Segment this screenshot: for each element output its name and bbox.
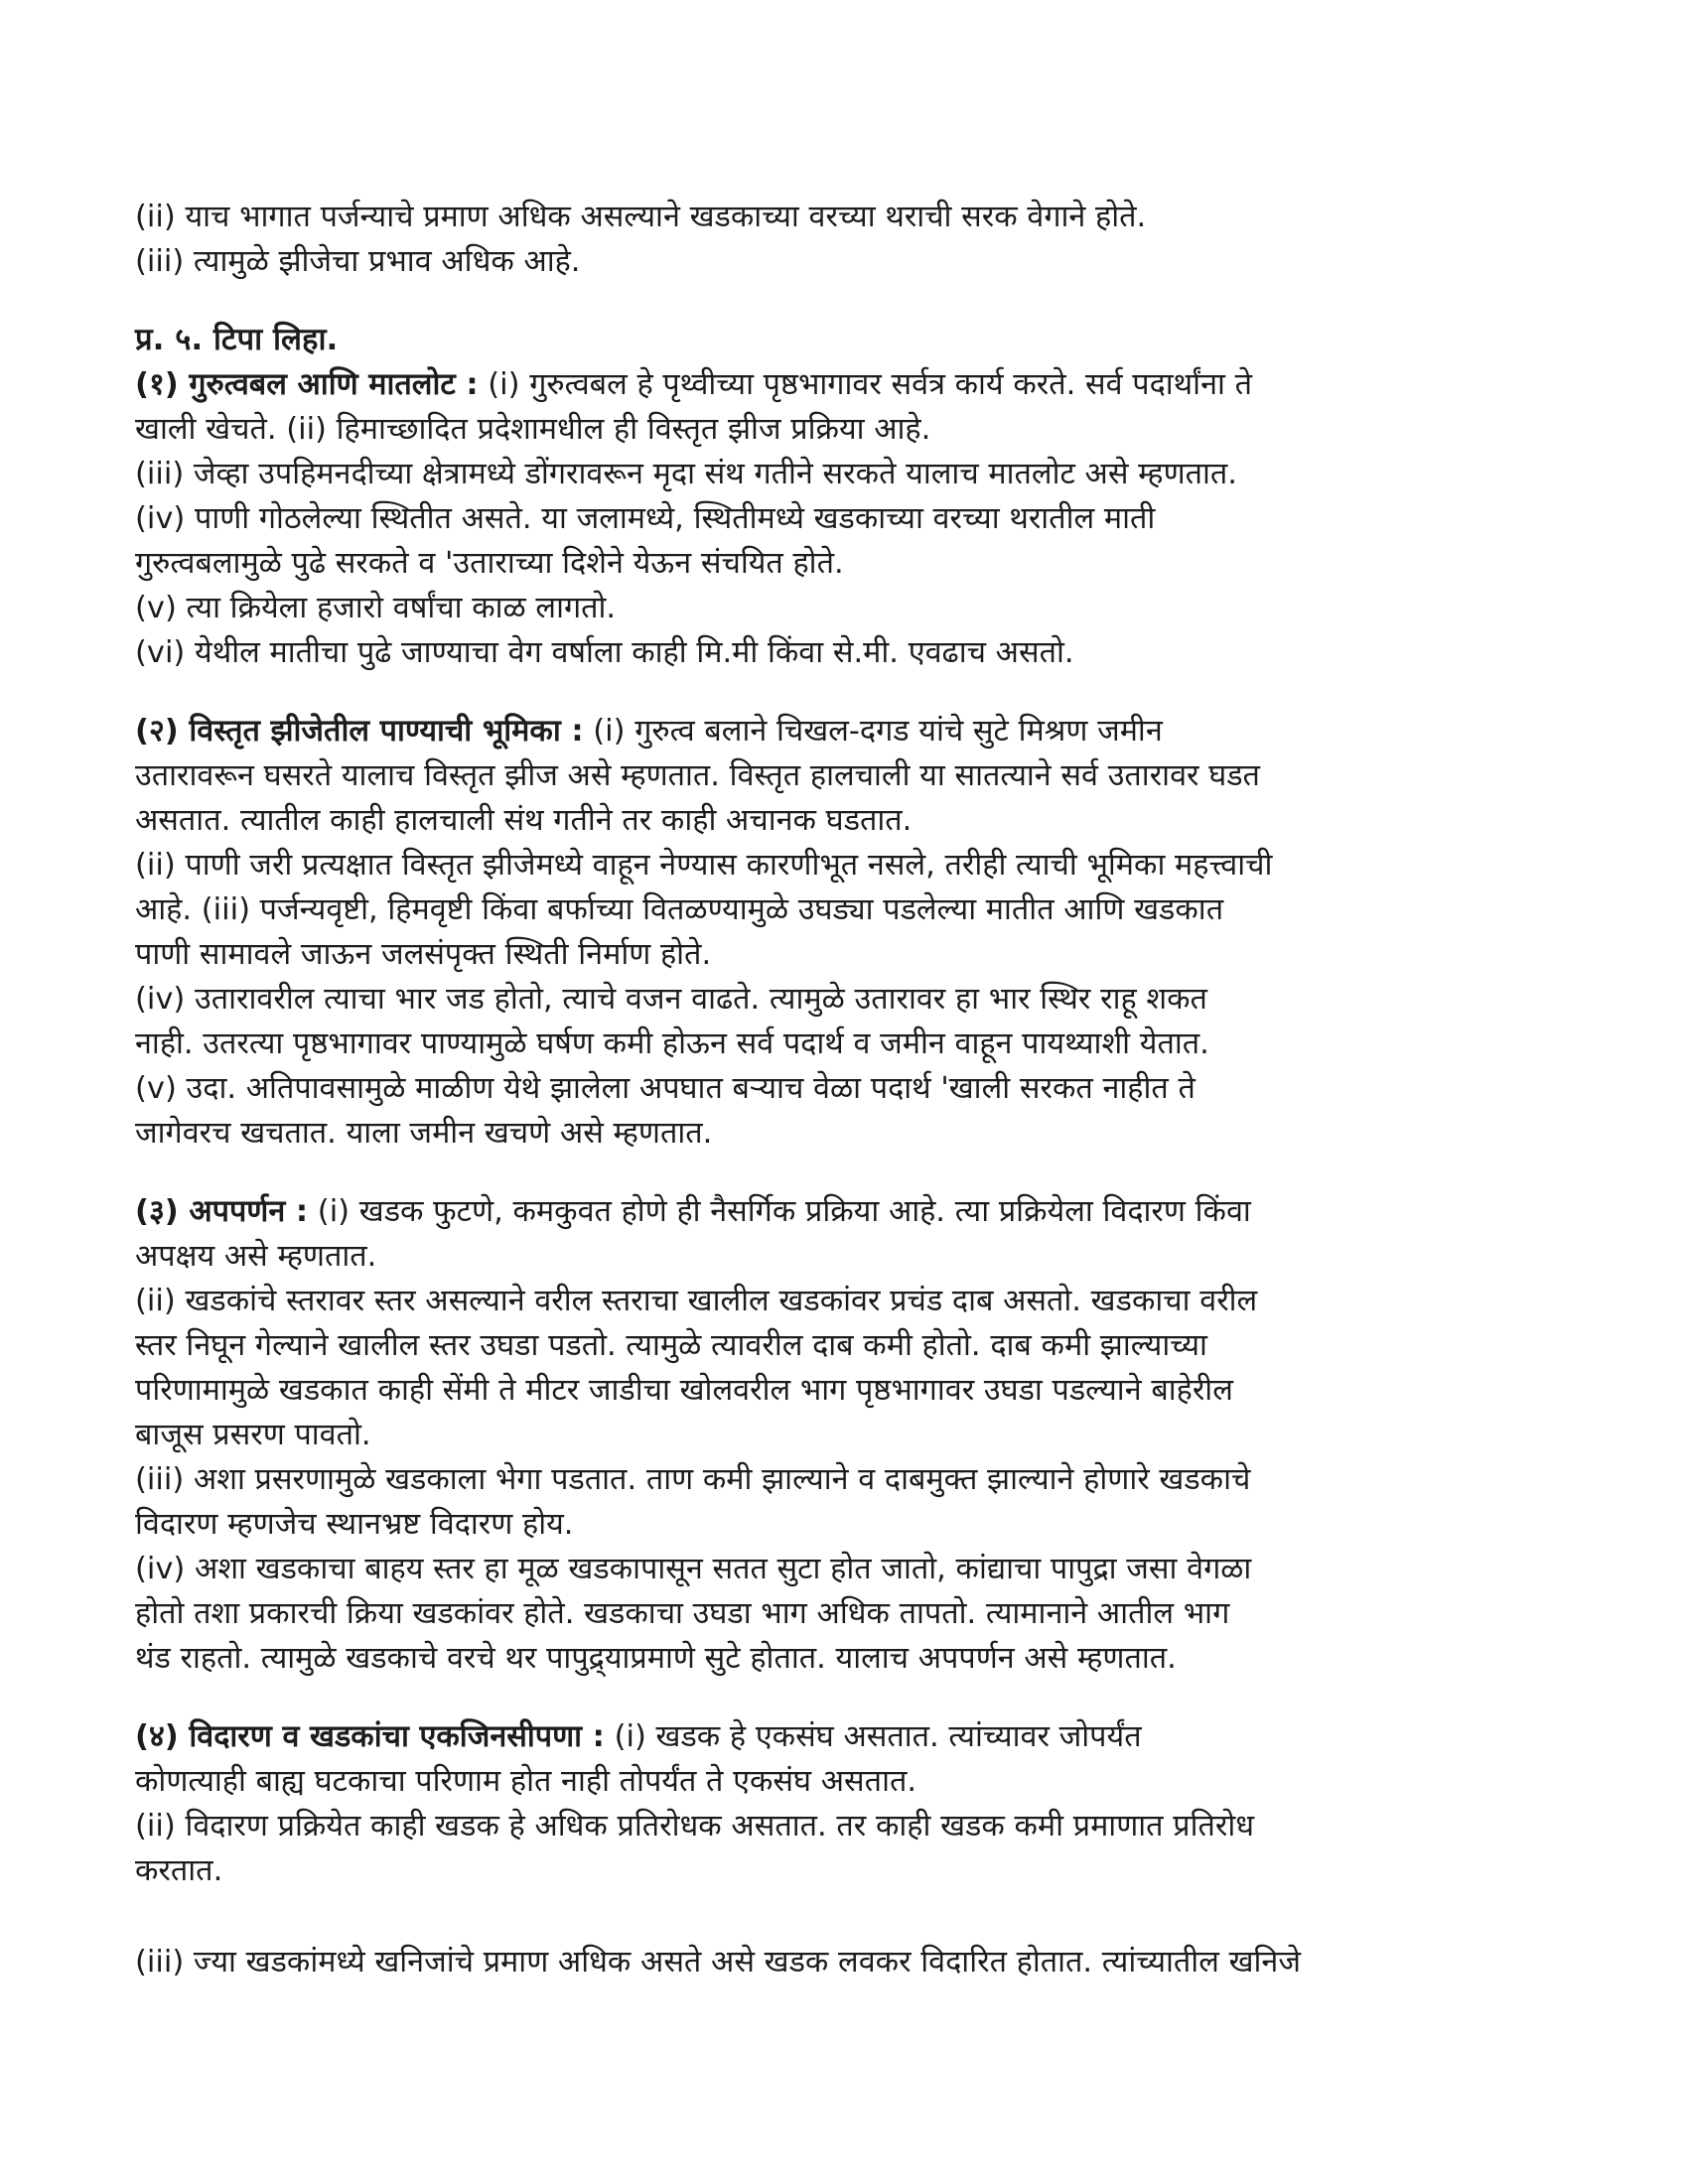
question-heading: प्र. ५. टिपा लिहा.: [135, 322, 339, 357]
section-3-line: परिणामामुळे खडकात काही सेंमी ते मीटर जाडीचा खोलवरील भाग पृष्ठभागावर उघडा पडल्याने बाहेरील: [135, 1373, 1233, 1408]
section-4-line: करतात.: [135, 1853, 223, 1888]
section-3-line: (ii) खडकांचे स्तरावर स्तर असल्याने वरील स्तराचा खालील खडकांवर प्रचंड दाब असतो. खडकाचा वरील: [135, 1284, 1258, 1318]
section-2-line: आहे. (iii) पर्जन्यवृष्टी, हिमवृष्टी किंवा बर्फाच्या वितळण्यामुळे उघड्या पडलेल्या मातीत आणि खडकात: [135, 892, 1224, 927]
cutoff-line-clip: [135, 1945, 1565, 1984]
section-2-line: (iv) उतारावरील त्याचा भार जड होतो, त्याचे वजन वाढते. त्यामुळे उतारावर हा भार स्थिर राहू शकत: [135, 982, 1207, 1017]
section-3-first-line: [135, 1189, 1565, 1234]
section-4-line: (ii) विदारण प्रक्रियेत काही खडक हे अधिक प्रतिरोधक असतात. तर काही खडक कमी प्रमाणात प्रतिरोध: [135, 1809, 1255, 1843]
section-1-line: (v) त्या क्रियेला हजारो वर्षांचा काळ लागतो.: [135, 591, 617, 625]
section-2-line: (v) उदा. अतिपावसामुळे माळीण येथे झालेला अपघात बऱ्याच वेळा पदार्थ 'खाली सरकत नाहीत ते: [135, 1071, 1196, 1106]
section-2-line: (ii) पाणी जरी प्रत्यक्षात विस्तृत झीजेमध्ये वाहून नेण्यास कारणीभूत नसले, तरीही त्याची भूमिका महत्त्वाची: [135, 848, 1273, 883]
section-1: [135, 362, 1565, 675]
section-3-first-text: (i) खडक फुटणे, कमकुवत होणे ही नैसर्गिक प्रक्रिया आहे. त्या प्रक्रियेला विदारण किंवा: [308, 1194, 1251, 1229]
section-2-line: उतारावरून घसरते यालाच विस्तृत झीज असे म्हणतात. विस्तृत हालचाली या सातत्याने सर्व उतारावर घडत: [135, 758, 1260, 793]
section-1-line: (iv) पाणी गोठलेल्या स्थितीत असते. या जलामध्ये, स्थितीमध्ये खडकाच्या वरच्या थरातील माती: [135, 501, 1156, 536]
section-2-line: पाणी सामावले जाऊन जलसंपृक्त स्थिती निर्माण होते.: [135, 937, 712, 972]
section-1-first-line: [135, 362, 1565, 407]
document-page: [135, 195, 1565, 1893]
section-3-line: (iv) अशा खडकाचा बाहय स्तर हा मूळ खडकापासून सतत सुटा होत जातो, कांद्याचा पापुद्रा जसा वेगळा: [135, 1552, 1252, 1586]
section-4: [135, 1714, 1565, 1893]
section-1-title: (१) गुरुत्वबल आणि मातलोट :: [135, 367, 479, 402]
section-3-line: थंड राहतो. त्यामुळे खडकाचे वरचे थर पापुद्र्याप्रमाणे सुटे होतात. यालाच अपपर्णन असे म्हणतात.: [135, 1641, 1177, 1676]
section-2-first-line: [135, 709, 1565, 753]
intro-line-1: (ii) याच भागात पर्जन्याचे प्रमाण अधिक असल्याने खडकाच्या वरच्या थराची सरक वेगाने होते.: [135, 200, 1147, 234]
section-4-first-text: (i) खडक हे एकसंघ असतात. त्यांच्यावर जोपर्यंत: [604, 1719, 1142, 1754]
section-3-line: होतो तशा प्रकारची क्रिया खडकांवर होते. खडकाचा उघडा भाग अधिक तापतो. त्यामानाने आतील भाग: [135, 1596, 1230, 1631]
section-3: [135, 1189, 1565, 1681]
section-3-line: (iii) अशा प्रसरणामुळे खडकाला भेगा पडतात. ताण कमी झाल्याने व दाबमुक्त झाल्याने होणारे खडकाचे: [135, 1462, 1251, 1497]
section-1-line: (vi) येथील मातीचा पुढे जाण्याचा वेग वर्षाला काही मि.मी किंवा से.मी. एवढाच असतो.: [135, 635, 1074, 670]
section-3-line: बाजूस प्रसरण पावतो.: [135, 1418, 371, 1452]
section-3-line: विदारण म्हणजेच स्थानभ्रष्ट विदारण होय.: [135, 1507, 574, 1542]
section-3-line: अपक्षय असे म्हणतात.: [135, 1239, 377, 1274]
section-4-first-line: [135, 1714, 1565, 1759]
section-1-line: गुरुत्वबलामुळे पुढे सरकते व 'उताराच्या दिशेने येऊन संचयित होते.: [135, 546, 844, 581]
section-1-first-text: (i) गुरुत्वबल हे पृथ्वीच्या पृष्ठभागावर सर्वत्र कार्य करते. सर्व पदार्थांना ते: [478, 367, 1252, 402]
section-2-line: असतात. त्यातील काही हालचाली संथ गतीने तर काही अचानक घडतात.: [135, 803, 913, 838]
section-2-line: नाही. उतरत्या पृष्ठभागावर पाण्यामुळे घर्षण कमी होऊन सर्व पदार्थ व जमीन वाहून पायथ्याशी येतात.: [135, 1026, 1209, 1061]
section-4-line: कोणत्याही बाह्य घटकाचा परिणाम होत नाही तोपर्यंत ते एकसंघ असतात.: [135, 1764, 917, 1799]
section-2-title: (२) विस्तृत झीजेतील पाण्याची भूमिका :: [135, 714, 584, 749]
section-1-line: खाली खेचते. (ii) हिमाच्छादित प्रदेशामधील ही विस्तृत झीज प्रक्रिया आहे.: [135, 412, 931, 447]
section-3-line: स्तर निघून गेल्याने खालील स्तर उघडा पडतो. त्यामुळे त्यावरील दाब कमी होतो. दाब कमी झाल्याच्या: [135, 1328, 1207, 1363]
section-2: [135, 709, 1565, 1156]
section-1-line: (iii) जेव्हा उपहिमनदीच्या क्षेत्रामध्ये डोंगरावरून मृदा संथ गतीने सरकते यालाच मातलोट असे म्हणतात.: [135, 457, 1237, 491]
section-2-line: जागेवरच खचतात. याला जमीन खचणे असे म्हणतात.: [135, 1116, 713, 1151]
section-4-title: (४) विदारण व खडकांचा एकजिनसीपणा :: [135, 1719, 605, 1754]
section-3-title: (३) अपपर्णन :: [135, 1194, 309, 1229]
cutoff-line: (iii) ज्या खडकांमध्ये खनिजांचे प्रमाण अधिक असते असे खडक लवकर विदारित होतात. त्यांच्यातील खनिजे: [135, 1945, 1301, 1979]
intro-line-2: (iii) त्यामुळे झीजेचा प्रभाव अधिक आहे.: [135, 244, 581, 279]
section-2-first-text: (i) गुरुत्व बलाने चिखल-दगड यांचे सुटे मिश्रण जमीन: [583, 714, 1163, 749]
